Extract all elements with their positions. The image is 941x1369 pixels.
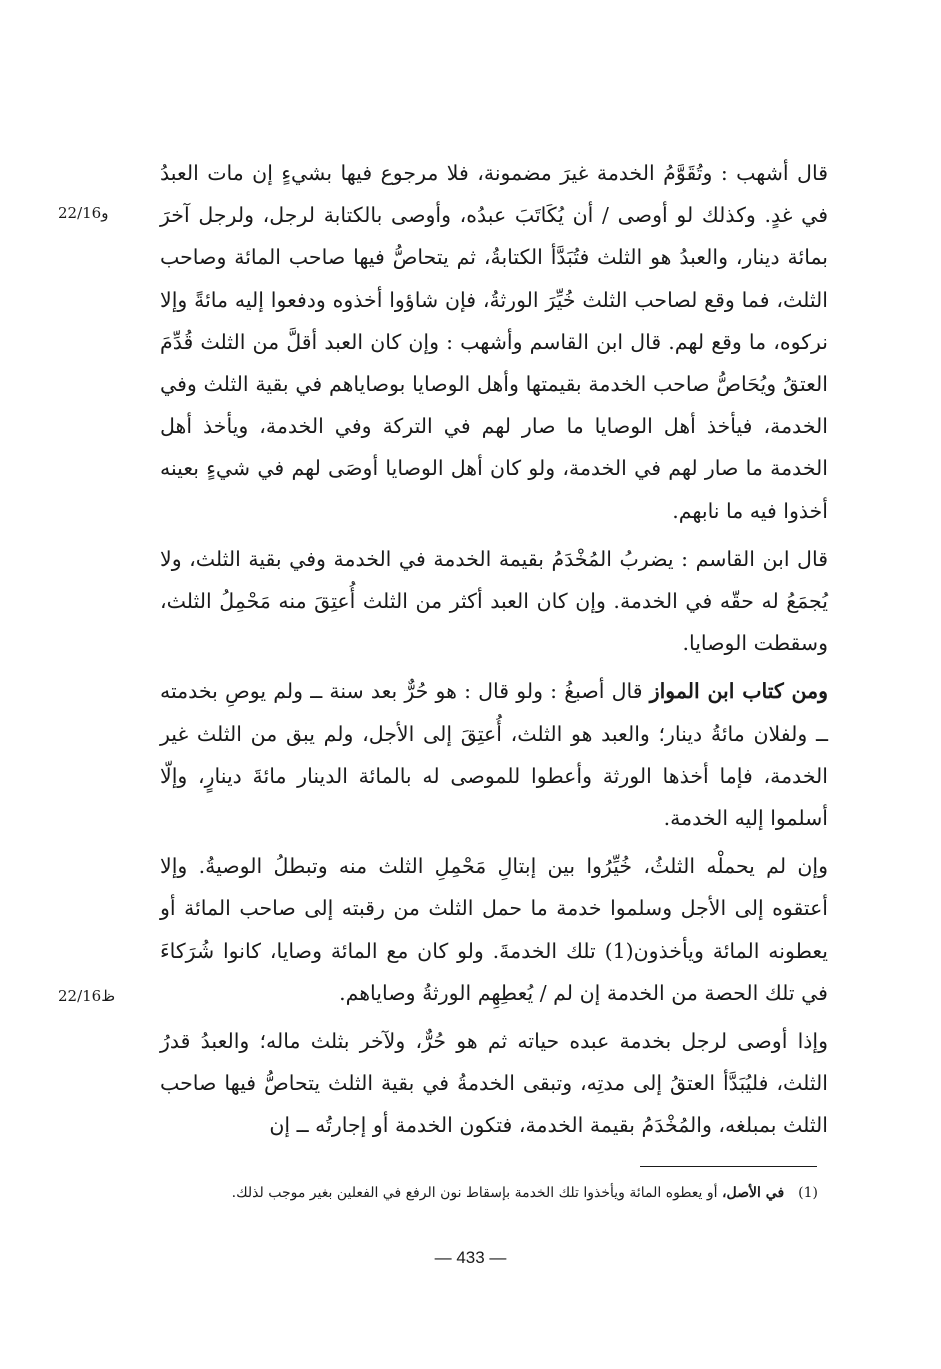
footnote [150, 1180, 818, 1206]
paragraph-1-text: قال أشهب : وتُقَوَّمُ الخدمة غيرَ مضمونة، فلا مرجوع فيها بشيءٍ إن مات العبدُ في غدٍ. وكذلك لو أوصى / أن يُكَاتَبَ عبدُه، وأوصى بالكتابة لرجل، ولرجل آخرَ بمائة دينار، والعبدُ هو الثلث فتُبَدَّأ الكتابةُ، ثم يتحاصُّ فيها صاحب المائة وصاحب الثلث، فما وقع لصاحب الثلث خُيِّرَ الورثةُ، فإن شاؤوا أخذوه ودفعوا إليه مائةً وإلا نركوه، ما وقع لهم. قال ابن القاسم وأشهب : وإن كان العبد أقلَّ من الثلث قُدِّمَ العتقُ ويُحَاصُّ صاحب الخدمة بقيمتها وأهل الوصايا بوصاياهم في بقية الثلث وفي الخدمة، فيأخذ أهل الوصايا ما صار لهم في التركة وفي الخدمة، ويأخذ أهل الخدمة ما صار لهم في الخدمة، ولو كان أهل الوصايا أوصَى لهم في شيءٍ بعينه أخذوا فيه ما نابهم. [160, 161, 828, 523]
paragraph-3 [160, 670, 828, 839]
page-number: — 433 — [434, 1248, 507, 1267]
paragraph-1 [160, 152, 828, 532]
paragraph-5 [160, 1020, 828, 1147]
paragraph-4-text: وإن لم يحملْه الثلثُ، خُيِّرُوا بين إبتالِ مَحْمِلِ الثلث منه وتبطلُ الوصيةُ. وإلا أعتقوه إلى الأجل وسلموا خدمة ما حمل الثلث من رقبته إلى صاحب المائة أو يعطونه المائة ويأخذون(1) تلك الخدمةَ. ولو كان مع المائة وصايا، كانوا شُرَكاءَ في تلك الحصة من الخدمة إن لم / يُعطِهِم الورثةُ وصاياهم. [160, 854, 829, 1005]
paragraph-2 [160, 538, 828, 665]
folio-marker-verso: 22/16ظ [58, 987, 116, 1005]
footnote-text: أو يعطوه المائة ويأخذوا تلك الخدمة بإسقاط نون الرفع في الفعلين بغير موجب لذلك. [231, 1185, 723, 1201]
footnote-marker: (1) [798, 1185, 818, 1201]
paragraph-4 [160, 845, 828, 1014]
main-text [160, 152, 828, 1147]
paragraph-3-text: قال أصبغُ : ولو قال : هو حُرٌّ بعد سنة ــ ولم يوصِ بخدمته ــ ولفلان مائةُ دينار؛ والعبد هو الثلث، أُعتِقَ إلى الأجل، ولم يبق من الثلث غير الخدمة، فإما أخذها الورثة وأعطوا للموصى له بالمائة الدينار مائةَ دينارٍ، وإلّا أسلموا إليه الخدمة. [160, 679, 828, 831]
folio-marker-recto: 22/16و [58, 204, 109, 222]
paragraph-2-text: قال ابن القاسم : يضربُ المُخْدَمُ بقيمة الخدمة في الخدمة وفي بقية الثلث، ولا يُجمَعُ له حقّه في الخدمة. وإن كان العبد أكثر من الثلث أُعتِقَ منه مَحْمِلُ الثلث، وسقطت الوصايا. [160, 546, 828, 656]
footnote-bold-word: في الأصل، [722, 1185, 785, 1201]
paragraph-5-text: وإذا أوصى لرجل بخدمة عبده حياته ثم هو حُرٌّ، ولآخر بثلث ماله؛ والعبدُ قدرُ الثلث، فليُبَدَّأ العتقُ إلى مدتِه، وتبقى الخدمةُ في بقية الثلث يتحاصُّ فيها صاحب الثلث بمبلغه، والمُخْدَمُ بقيمة الخدمة، فتكون الخدمة أو إجارتُه ــ إن [160, 1029, 828, 1138]
footnote-separator [640, 1166, 817, 1167]
paragraph-3-lead: ومن كتاب ابن المواز [649, 679, 828, 704]
